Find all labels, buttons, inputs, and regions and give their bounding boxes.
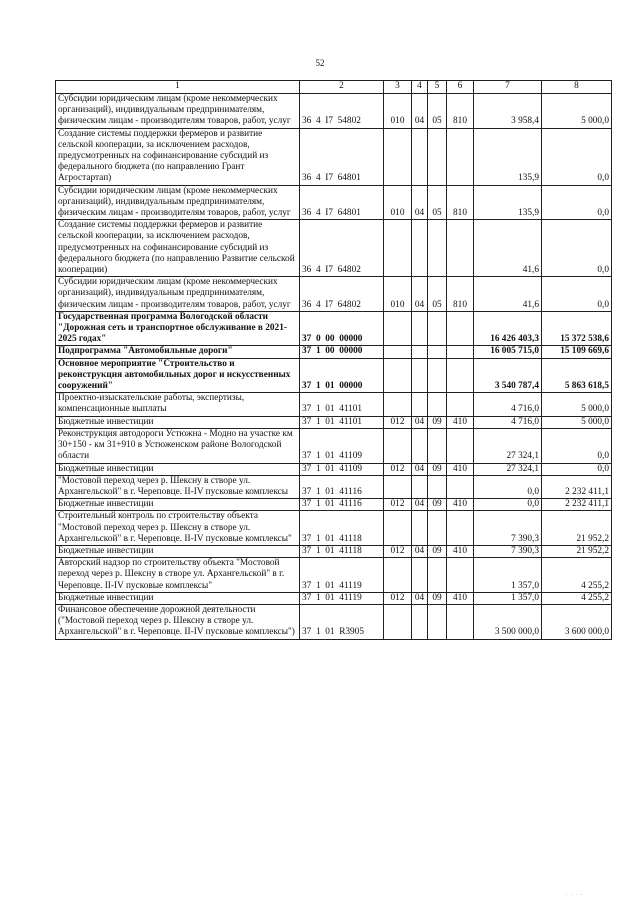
row-col4 bbox=[412, 220, 428, 277]
row-col6: 410 bbox=[447, 416, 474, 428]
row-col4: 04 bbox=[412, 416, 428, 428]
row-col4 bbox=[412, 128, 428, 185]
row-col3: 010 bbox=[384, 94, 412, 129]
table-body bbox=[56, 94, 612, 640]
row-code: 37 1 01 00000 bbox=[300, 358, 384, 393]
row-col6 bbox=[447, 128, 474, 185]
row-col5 bbox=[428, 311, 447, 346]
row-col7: 3 500 000,0 bbox=[474, 604, 542, 639]
row-col3: 012 bbox=[384, 499, 412, 511]
row-col5 bbox=[428, 511, 447, 546]
row-col8: 4 255,2 bbox=[542, 558, 612, 593]
row-col3 bbox=[384, 311, 412, 346]
row-col4: 04 bbox=[412, 185, 428, 220]
table-row bbox=[56, 185, 612, 220]
column-header: 3 bbox=[384, 81, 412, 94]
table-row bbox=[56, 128, 612, 185]
row-col5: 09 bbox=[428, 416, 447, 428]
row-col6 bbox=[447, 511, 474, 546]
row-col6: 810 bbox=[447, 94, 474, 129]
row-col3: 010 bbox=[384, 185, 412, 220]
row-code: 37 1 00 00000 bbox=[300, 346, 384, 358]
row-col3 bbox=[384, 511, 412, 546]
row-col6 bbox=[447, 558, 474, 593]
row-name: Подпрограмма "Автомобильные дороги" bbox=[56, 346, 300, 358]
row-code: 36 4 I7 64802 bbox=[300, 220, 384, 277]
row-col3: 010 bbox=[384, 277, 412, 312]
table-row bbox=[56, 558, 612, 593]
row-col6: 410 bbox=[447, 592, 474, 604]
row-col5 bbox=[428, 604, 447, 639]
row-col7: 3 540 787,4 bbox=[474, 358, 542, 393]
row-col4 bbox=[412, 346, 428, 358]
row-name: Субсидии юридическим лицам (кроме некоммерческих организаций), индивидуальным предпринимателям, физическим лицам - производителям товаров, работ, услуг bbox=[56, 94, 300, 129]
row-col6: 810 bbox=[447, 185, 474, 220]
row-code: 36 4 I7 64801 bbox=[300, 185, 384, 220]
table-row bbox=[56, 358, 612, 393]
row-col3 bbox=[384, 604, 412, 639]
row-col6 bbox=[447, 346, 474, 358]
row-col8: 0,0 bbox=[542, 277, 612, 312]
column-header: 7 bbox=[474, 81, 542, 94]
row-code: 37 1 01 41109 bbox=[300, 428, 384, 463]
budget-table bbox=[55, 80, 612, 640]
row-col5 bbox=[428, 475, 447, 498]
row-col5: 05 bbox=[428, 185, 447, 220]
table-row bbox=[56, 220, 612, 277]
table-row bbox=[56, 475, 612, 498]
row-col7: 0,0 bbox=[474, 499, 542, 511]
row-code: 36 4 I7 64801 bbox=[300, 128, 384, 185]
row-name: Создание системы поддержки фермеров и развитие сельской кооперации, за исключением расходов, предусмотренных на софинансирование субсидий из федерального бюджета (по направлению Грант Агростартап) bbox=[56, 128, 300, 185]
row-col3 bbox=[384, 475, 412, 498]
row-col5: 05 bbox=[428, 277, 447, 312]
row-col5 bbox=[428, 558, 447, 593]
table-row bbox=[56, 545, 612, 557]
row-col7: 41,6 bbox=[474, 277, 542, 312]
row-col4: 04 bbox=[412, 545, 428, 557]
row-col3: 012 bbox=[384, 463, 412, 475]
row-col8: 5 863 618,5 bbox=[542, 358, 612, 393]
row-col4: 04 bbox=[412, 94, 428, 129]
row-name: Бюджетные инвестиции bbox=[56, 463, 300, 475]
row-code: 37 0 00 00000 bbox=[300, 311, 384, 346]
row-name: Финансовое обеспечение дорожной деятельности ("Мостовой переход через р. Шексну в створе ул. Архангельской" в г. Череповце. II-IV пусковые комплексы") bbox=[56, 604, 300, 639]
row-col5 bbox=[428, 393, 447, 416]
row-col4: 04 bbox=[412, 277, 428, 312]
row-col8: 5 000,0 bbox=[542, 416, 612, 428]
row-col7: 16 426 403,3 bbox=[474, 311, 542, 346]
row-col7: 4 716,0 bbox=[474, 393, 542, 416]
row-code: 37 1 01 41109 bbox=[300, 463, 384, 475]
row-name: Создание системы поддержки фермеров и развитие сельской кооперации, за исключением расходов, предусмотренных на софинансирование субсидий из федерального бюджета (по направлению Развитие сельской кооперации) bbox=[56, 220, 300, 277]
row-code: 37 1 01 41119 bbox=[300, 592, 384, 604]
row-col6 bbox=[447, 358, 474, 393]
row-col4: 04 bbox=[412, 592, 428, 604]
row-col8: 21 952,2 bbox=[542, 545, 612, 557]
table-row bbox=[56, 277, 612, 312]
row-col8: 2 232 411,1 bbox=[542, 499, 612, 511]
row-code: 37 1 01 41116 bbox=[300, 499, 384, 511]
row-col4 bbox=[412, 358, 428, 393]
row-col3 bbox=[384, 558, 412, 593]
table-row bbox=[56, 346, 612, 358]
column-header: 8 bbox=[542, 81, 612, 94]
table-row bbox=[56, 604, 612, 639]
table-row bbox=[56, 393, 612, 416]
row-code: 37 1 01 41119 bbox=[300, 558, 384, 593]
page-number: 52 bbox=[315, 58, 325, 68]
table-row bbox=[56, 499, 612, 511]
row-col4 bbox=[412, 558, 428, 593]
row-col3 bbox=[384, 128, 412, 185]
row-col3 bbox=[384, 346, 412, 358]
row-col7: 135,9 bbox=[474, 128, 542, 185]
row-name: Реконструкция автодороги Устюжна - Модно на участке км 30+150 - км 31+910 в Устюженском районе Вологодской области bbox=[56, 428, 300, 463]
row-name: Бюджетные инвестиции bbox=[56, 416, 300, 428]
column-header: 6 bbox=[447, 81, 474, 94]
row-col8: 21 952,2 bbox=[542, 511, 612, 546]
row-col4 bbox=[412, 311, 428, 346]
row-col6 bbox=[447, 428, 474, 463]
row-name: Бюджетные инвестиции bbox=[56, 499, 300, 511]
row-col4: 04 bbox=[412, 499, 428, 511]
header-row bbox=[56, 81, 612, 94]
scan-mark: · · · · bbox=[566, 893, 584, 898]
row-col6: 810 bbox=[447, 277, 474, 312]
table-row bbox=[56, 511, 612, 546]
row-name: Государственная программа Вологодской области "Дорожная сеть и транспортное обслуживание в 2021-2025 годах" bbox=[56, 311, 300, 346]
row-code: 37 1 01 41118 bbox=[300, 545, 384, 557]
row-name: Бюджетные инвестиции bbox=[56, 592, 300, 604]
row-col4 bbox=[412, 604, 428, 639]
row-col8: 0,0 bbox=[542, 128, 612, 185]
row-col7: 4 716,0 bbox=[474, 416, 542, 428]
row-col5 bbox=[428, 428, 447, 463]
row-code: 37 1 01 41101 bbox=[300, 393, 384, 416]
row-col5: 05 bbox=[428, 94, 447, 129]
row-name: Основное мероприятие "Строительство и реконструкция автомобильных дорог и искусственных сооружений" bbox=[56, 358, 300, 393]
row-col3 bbox=[384, 358, 412, 393]
row-code: 37 1 01 R3905 bbox=[300, 604, 384, 639]
row-col4 bbox=[412, 475, 428, 498]
row-col8: 15 109 669,6 bbox=[542, 346, 612, 358]
row-col8: 5 000,0 bbox=[542, 94, 612, 129]
row-col7: 27 324,1 bbox=[474, 463, 542, 475]
row-col8: 15 372 538,6 bbox=[542, 311, 612, 346]
row-col4 bbox=[412, 428, 428, 463]
row-col3 bbox=[384, 393, 412, 416]
row-name: Авторский надзор по строительству объекта "Мостовой переход через р. Шексну в створе ул. Архангельской" в г. Череповце. II-IV пусковые комплексы" bbox=[56, 558, 300, 593]
row-name: Проектно-изыскательские работы, экспертизы, компенсационные выплаты bbox=[56, 393, 300, 416]
row-col6: 410 bbox=[447, 499, 474, 511]
row-col7: 1 357,0 bbox=[474, 558, 542, 593]
row-col7: 27 324,1 bbox=[474, 428, 542, 463]
row-col4 bbox=[412, 393, 428, 416]
table-row bbox=[56, 463, 612, 475]
table-row bbox=[56, 94, 612, 129]
row-name: "Мостовой переход через р. Шексну в створе ул. Архангельской" в г. Череповце. II-IV пусковые комплексы bbox=[56, 475, 300, 498]
row-col7: 41,6 bbox=[474, 220, 542, 277]
row-col7: 1 357,0 bbox=[474, 592, 542, 604]
row-code: 37 1 01 41101 bbox=[300, 416, 384, 428]
row-col3: 012 bbox=[384, 592, 412, 604]
row-col6 bbox=[447, 475, 474, 498]
row-col8: 5 000,0 bbox=[542, 393, 612, 416]
row-col6: 410 bbox=[447, 545, 474, 557]
row-col8: 4 255,2 bbox=[542, 592, 612, 604]
row-name: Субсидии юридическим лицам (кроме некоммерческих организаций), индивидуальным предпринимателям, физическим лицам - производителям товаров, работ, услуг bbox=[56, 185, 300, 220]
row-col7: 16 005 715,0 bbox=[474, 346, 542, 358]
row-col8: 2 232 411,1 bbox=[542, 475, 612, 498]
row-col8: 0,0 bbox=[542, 185, 612, 220]
row-col7: 3 958,4 bbox=[474, 94, 542, 129]
row-col4 bbox=[412, 511, 428, 546]
column-header: 1 bbox=[56, 81, 300, 94]
row-col3 bbox=[384, 220, 412, 277]
row-col5: 09 bbox=[428, 592, 447, 604]
table-row bbox=[56, 416, 612, 428]
row-code: 37 1 01 41116 bbox=[300, 475, 384, 498]
row-col5 bbox=[428, 220, 447, 277]
row-code: 36 4 I7 64802 bbox=[300, 277, 384, 312]
row-col8: 3 600 000,0 bbox=[542, 604, 612, 639]
row-col3: 012 bbox=[384, 545, 412, 557]
row-col5: 09 bbox=[428, 545, 447, 557]
row-col6 bbox=[447, 311, 474, 346]
row-col5 bbox=[428, 358, 447, 393]
row-col5 bbox=[428, 346, 447, 358]
row-col6 bbox=[447, 604, 474, 639]
row-col6 bbox=[447, 220, 474, 277]
column-header: 4 bbox=[412, 81, 428, 94]
row-col7: 135,9 bbox=[474, 185, 542, 220]
row-col8: 0,0 bbox=[542, 428, 612, 463]
table-row bbox=[56, 592, 612, 604]
row-col3: 012 bbox=[384, 416, 412, 428]
row-col5 bbox=[428, 128, 447, 185]
row-col7: 7 390,3 bbox=[474, 511, 542, 546]
row-col8: 0,0 bbox=[542, 220, 612, 277]
row-col8: 0,0 bbox=[542, 463, 612, 475]
row-col3 bbox=[384, 428, 412, 463]
row-col5: 09 bbox=[428, 499, 447, 511]
row-name: Субсидии юридическим лицам (кроме некоммерческих организаций), индивидуальным предпринимателям, физическим лицам - производителям товаров, работ, услуг bbox=[56, 277, 300, 312]
row-col7: 7 390,3 bbox=[474, 545, 542, 557]
row-name: Строительный контроль по строительству объекта "Мостовой переход через р. Шексну в створе ул. Архангельской" в г. Череповце. II-IV пусковые комплексы" bbox=[56, 511, 300, 546]
row-col6: 410 bbox=[447, 463, 474, 475]
table-row bbox=[56, 311, 612, 346]
row-col6 bbox=[447, 393, 474, 416]
row-code: 37 1 01 41118 bbox=[300, 511, 384, 546]
row-col7: 0,0 bbox=[474, 475, 542, 498]
row-name: Бюджетные инвестиции bbox=[56, 545, 300, 557]
row-code: 36 4 I7 54802 bbox=[300, 94, 384, 129]
row-col4: 04 bbox=[412, 463, 428, 475]
column-header: 5 bbox=[428, 81, 447, 94]
row-col5: 09 bbox=[428, 463, 447, 475]
table-row bbox=[56, 428, 612, 463]
column-header: 2 bbox=[300, 81, 384, 94]
